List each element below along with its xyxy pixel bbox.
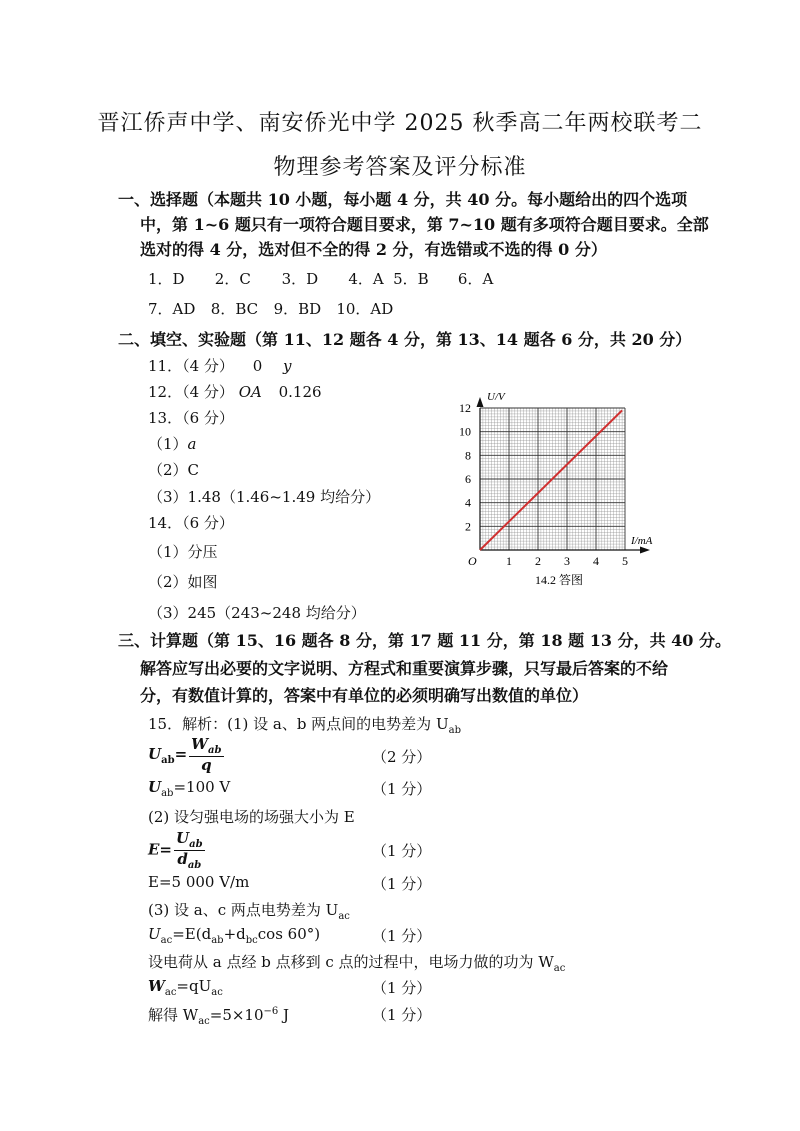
section3-heading-3: 分，有数值计算的，答案中有单位的必须明确写出数值的单位） bbox=[140, 686, 589, 705]
eq1-den: q bbox=[201, 756, 212, 774]
x-tick-label: 4 bbox=[593, 554, 599, 568]
eq3-lhs: E= bbox=[148, 840, 173, 859]
eq1-score: （2 分） bbox=[372, 748, 432, 766]
eq5-part3: cos 60°) bbox=[257, 925, 321, 943]
answer-5: 5．B bbox=[393, 270, 429, 288]
eq6-rhs-sub: ac bbox=[211, 987, 223, 998]
answer-6: 6．A bbox=[457, 270, 494, 288]
x-axis-label: I/mA bbox=[631, 535, 653, 547]
q15-step2: (2) 设匀强电场的场强大小为 E bbox=[148, 808, 355, 826]
q13-part2: （2）C bbox=[148, 461, 200, 479]
q15-step3 bbox=[148, 899, 350, 922]
section1-heading-3: 选对的得 4 分，选对但不全的得 2 分，有选错或不选的得 0 分） bbox=[140, 240, 607, 259]
eq3-fraction bbox=[174, 830, 205, 871]
eq3-den: d bbox=[177, 850, 188, 868]
x-tick-label: 5 bbox=[622, 554, 628, 568]
eq2-rhs: =100 V bbox=[173, 778, 231, 796]
step3-sub: ac bbox=[338, 911, 350, 922]
q11 bbox=[148, 355, 292, 376]
eq7-exp: −6 bbox=[263, 1006, 279, 1017]
q13-part1 bbox=[148, 433, 197, 454]
eq5-score: （1 分） bbox=[372, 927, 432, 945]
eq3-num: U bbox=[176, 829, 190, 847]
x-tick-labels bbox=[506, 554, 628, 568]
y-tick-label: 10 bbox=[459, 424, 471, 439]
eq3-den-sub: ab bbox=[187, 860, 202, 871]
eq7-mid: =5×10 bbox=[209, 1006, 264, 1024]
q14-label: 14．（6 分） bbox=[148, 514, 234, 532]
q12-label: 12．（4 分） bbox=[148, 383, 234, 401]
q13-part1-label: （1） bbox=[148, 435, 188, 453]
equation-5: $U_{ac}=E(d_{ab}+d_{bc}\cos$ 60°) bbox=[148, 925, 321, 946]
equation-3 bbox=[148, 830, 205, 871]
eq7-prefix: 解得 W bbox=[148, 1006, 199, 1024]
y-tick-label: 8 bbox=[465, 448, 471, 463]
answer-2: 2．C bbox=[214, 270, 251, 288]
eq2-score: （1 分） bbox=[372, 780, 432, 798]
q11-answer-1: 0 bbox=[252, 357, 263, 375]
q12-answer-1: OA bbox=[238, 383, 262, 401]
eq7-sub: ac bbox=[198, 1016, 210, 1027]
eq7-score: （1 分） bbox=[372, 1006, 432, 1024]
eq5-sub1: ab bbox=[211, 935, 224, 946]
q15-intro-sub: ab bbox=[448, 725, 461, 736]
eq6-rhs: =qU bbox=[176, 977, 212, 995]
q11-answer-2: y bbox=[283, 357, 292, 375]
answer-chart bbox=[455, 385, 675, 590]
y-axis-arrow bbox=[477, 397, 484, 407]
q15-step4 bbox=[148, 951, 565, 974]
x-tick-label: 2 bbox=[535, 554, 541, 568]
section1-heading: 一、选择题（本题共 10 小题，每小题 4 分，共 40 分。每小题给出的四个选项 bbox=[118, 190, 688, 209]
step4-text: 设电荷从 a 点经 b 点移到 c 点的过程中，电场力做的功为 W bbox=[148, 953, 554, 971]
x-tick-label: 1 bbox=[506, 554, 512, 568]
answer-9: 9．BD bbox=[273, 300, 322, 318]
y-tick-label: 6 bbox=[465, 472, 471, 486]
y-axis-label: U/V bbox=[487, 391, 505, 403]
q15-intro bbox=[148, 713, 461, 736]
eq1-num: W bbox=[191, 735, 209, 753]
x-axis-arrow bbox=[640, 547, 650, 554]
q15-intro-text: 15．解析：(1) 设 a、b 两点间的电势差为 U bbox=[148, 715, 449, 733]
eq1-lhs: U bbox=[148, 744, 162, 763]
equation-6: $W_{ac}=qU_{ac}$ bbox=[148, 977, 223, 998]
eq7-unit: J bbox=[278, 1006, 290, 1024]
page-title: 晋江侨声中学、南安侨光中学 2025 秋季高二年两校联考二 bbox=[97, 111, 703, 136]
answer-10: 10．AD bbox=[336, 300, 394, 318]
eq2-lhs: U bbox=[148, 778, 162, 796]
equation-4: E=5 000 V/m bbox=[148, 873, 250, 891]
x-tick-label: 3 bbox=[564, 554, 570, 568]
eq5-part2: +d bbox=[223, 925, 246, 943]
eq3-score: （1 分） bbox=[372, 842, 432, 860]
answer-3: 3．D bbox=[281, 270, 319, 288]
answer-4: 4．A bbox=[348, 270, 384, 288]
page-subtitle: 物理参考答案及评分标准 bbox=[273, 155, 527, 180]
q13-part3: （3）1.48（1.46~1.49 均给分） bbox=[148, 488, 381, 506]
q11-label: 11．（4 分） bbox=[148, 357, 234, 375]
section1-heading-2: 中，第 1~6 题只有一项符合题目要求，第 7~10 题有多项符合题目要求。全部 bbox=[140, 215, 709, 234]
q12-answer-2: 0.126 bbox=[278, 383, 322, 401]
step4-sub: ac bbox=[553, 963, 566, 974]
answers-row-2 bbox=[148, 298, 393, 319]
equation-2 bbox=[148, 778, 230, 799]
answers-row-1 bbox=[148, 268, 493, 289]
equation-7 bbox=[148, 1004, 289, 1027]
q12 bbox=[148, 381, 322, 402]
section3-heading-2: 解答应写出必要的文字说明、方程式和重要演算步骤，只写最后答案的不给 bbox=[140, 659, 669, 678]
y-tick-label: 12 bbox=[459, 401, 471, 415]
q14-part2: （2）如图 bbox=[148, 573, 218, 591]
q14-part1: （1）分压 bbox=[148, 543, 218, 561]
eq1-lhs-sub: ab bbox=[161, 754, 175, 766]
eq3-num-sub: ab bbox=[189, 839, 203, 850]
chart-caption: 14.2 答图 bbox=[535, 573, 584, 587]
section3-heading: 三、计算题（第 15、16 题各 8 分，第 17 题 11 分，第 18 题 13 分，共 40 分。 bbox=[118, 631, 731, 650]
section2-heading: 二、填空、实验题（第 11、12 题各 4 分，第 13、14 题各 6 分，共 20 分） bbox=[118, 330, 692, 349]
y-tick-label: 4 bbox=[465, 495, 471, 510]
step3-text: (3) 设 a、c 两点电势差为 U bbox=[148, 901, 339, 919]
y-tick-labels bbox=[459, 401, 471, 533]
eq6-score: （1 分） bbox=[372, 979, 432, 997]
answer-1: 1．D bbox=[148, 270, 185, 288]
eq5-part1: =E(d bbox=[172, 925, 212, 943]
eq1-num-sub: ab bbox=[208, 745, 222, 756]
eq4-score: （1 分） bbox=[372, 875, 432, 893]
answer-8: 8．BC bbox=[210, 300, 259, 318]
q13-part1-answer: a bbox=[187, 435, 197, 453]
answer-7: 7．AD bbox=[148, 300, 196, 318]
eq1-fraction bbox=[189, 736, 223, 774]
q13-label: 13．（6 分） bbox=[148, 409, 234, 427]
equation-1: $U_{ab}=$ $\frac{W_{ab}}{q}$ bbox=[148, 735, 222, 774]
eq2-lhs-sub: ab bbox=[161, 788, 174, 799]
eq5-lhs-sub: ac bbox=[160, 935, 173, 946]
origin-label: O bbox=[468, 554, 477, 568]
y-tick-label: 2 bbox=[465, 519, 471, 534]
q14-part3: （3）245（243~248 均给分） bbox=[148, 604, 366, 622]
eq6-lhs-sub: ac bbox=[164, 987, 177, 998]
